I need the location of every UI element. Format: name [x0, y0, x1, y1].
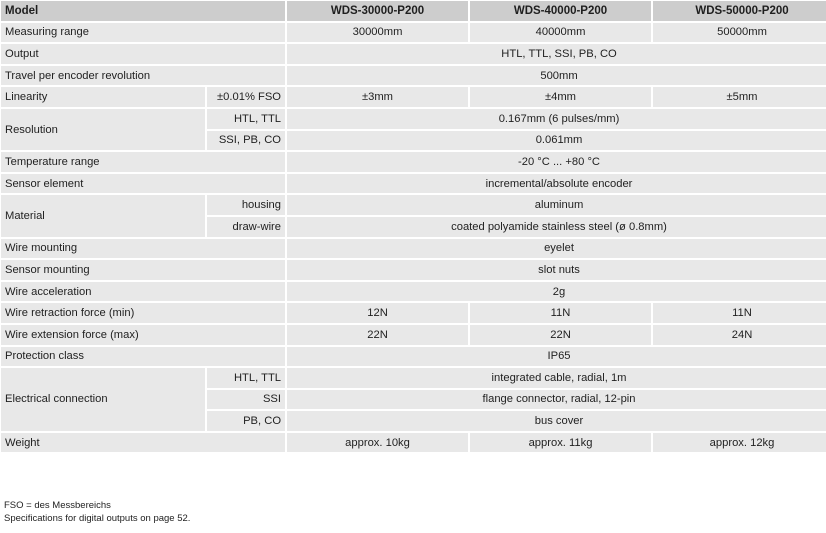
footnotes — [4, 500, 190, 525]
table-row — [1, 433, 826, 453]
table-row — [1, 44, 826, 64]
cell-value: approx. 12kg — [653, 433, 826, 453]
table-row — [1, 66, 826, 86]
cell-value: approx. 10kg — [287, 433, 468, 453]
table-row — [1, 239, 826, 259]
row-label: Travel per encoder revolution — [1, 66, 285, 86]
row-label: Resolution — [1, 109, 205, 150]
table-row — [1, 152, 826, 172]
table-row — [1, 282, 826, 302]
row-label: Wire mounting — [1, 239, 285, 259]
cell-value: ±5mm — [653, 87, 826, 107]
cell-value: slot nuts — [287, 260, 826, 280]
row-label: Measuring range — [1, 23, 285, 43]
cell-value: ±4mm — [470, 87, 651, 107]
cell-value: 2g — [287, 282, 826, 302]
table-row — [1, 195, 826, 215]
footnote-fso: FSO = des Messbereichs — [4, 500, 111, 511]
table-header-row — [1, 1, 826, 21]
cell-value: 22N — [287, 325, 468, 345]
row-sublabel: HTL, TTL — [207, 109, 285, 129]
cell-value: 0.061mm — [287, 131, 826, 151]
cell-value: 30000mm — [287, 23, 468, 43]
header-model-1: WDS-30000-P200 — [287, 1, 468, 21]
row-sublabel: HTL, TTL — [207, 368, 285, 388]
header-model: Model — [1, 1, 285, 21]
cell-value: 24N — [653, 325, 826, 345]
row-label: Wire retraction force (min) — [1, 303, 285, 323]
cell-value: 500mm — [287, 66, 826, 86]
cell-value: integrated cable, radial, 1m — [287, 368, 826, 388]
cell-value: approx. 11kg — [470, 433, 651, 453]
row-label: Weight — [1, 433, 285, 453]
row-label: Protection class — [1, 347, 285, 367]
table-row — [1, 23, 826, 43]
row-label: Electrical connection — [1, 368, 205, 431]
header-model-2: WDS-40000-P200 — [470, 1, 651, 21]
row-sublabel: draw-wire — [207, 217, 285, 237]
cell-value: HTL, TTL, SSI, PB, CO — [287, 44, 826, 64]
header-model-3: WDS-50000-P200 — [653, 1, 826, 21]
row-sublabel: SSI — [207, 390, 285, 410]
cell-value: 11N — [653, 303, 826, 323]
table-row — [1, 368, 826, 388]
cell-value: 0.167mm (6 pulses/mm) — [287, 109, 826, 129]
cell-value: coated polyamide stainless steel (ø 0.8mm) — [287, 217, 826, 237]
row-sublabel: SSI, PB, CO — [207, 131, 285, 151]
row-sublabel: ±0.01% FSO — [207, 87, 285, 107]
table-row — [1, 347, 826, 367]
row-label: Material — [1, 195, 205, 236]
cell-value: 50000mm — [653, 23, 826, 43]
table-row — [1, 303, 826, 323]
cell-value: eyelet — [287, 239, 826, 259]
cell-value: flange connector, radial, 12-pin — [287, 390, 826, 410]
table-row — [1, 260, 826, 280]
row-sublabel: PB, CO — [207, 411, 285, 431]
table-row — [1, 325, 826, 345]
row-label: Sensor element — [1, 174, 285, 194]
row-label: Sensor mounting — [1, 260, 285, 280]
row-label: Output — [1, 44, 285, 64]
cell-value: 22N — [470, 325, 651, 345]
table-row — [1, 109, 826, 129]
cell-value: 40000mm — [470, 23, 651, 43]
cell-value: aluminum — [287, 195, 826, 215]
row-label: Temperature range — [1, 152, 285, 172]
row-sublabel: housing — [207, 195, 285, 215]
row-label: Wire acceleration — [1, 282, 285, 302]
cell-value: IP65 — [287, 347, 826, 367]
cell-value: 12N — [287, 303, 468, 323]
row-label: Linearity — [1, 87, 205, 107]
cell-value: -20 °C ... +80 °C — [287, 152, 826, 172]
footnote-specs: Specifications for digital outputs on page 52. — [4, 512, 191, 524]
row-label: Wire extension force (max) — [1, 325, 285, 345]
cell-value: bus cover — [287, 411, 826, 431]
cell-value: 11N — [470, 303, 651, 323]
table-row — [1, 174, 826, 194]
cell-value: ±3mm — [287, 87, 468, 107]
table-row — [1, 87, 826, 107]
cell-value: incremental/absolute encoder — [287, 174, 826, 194]
